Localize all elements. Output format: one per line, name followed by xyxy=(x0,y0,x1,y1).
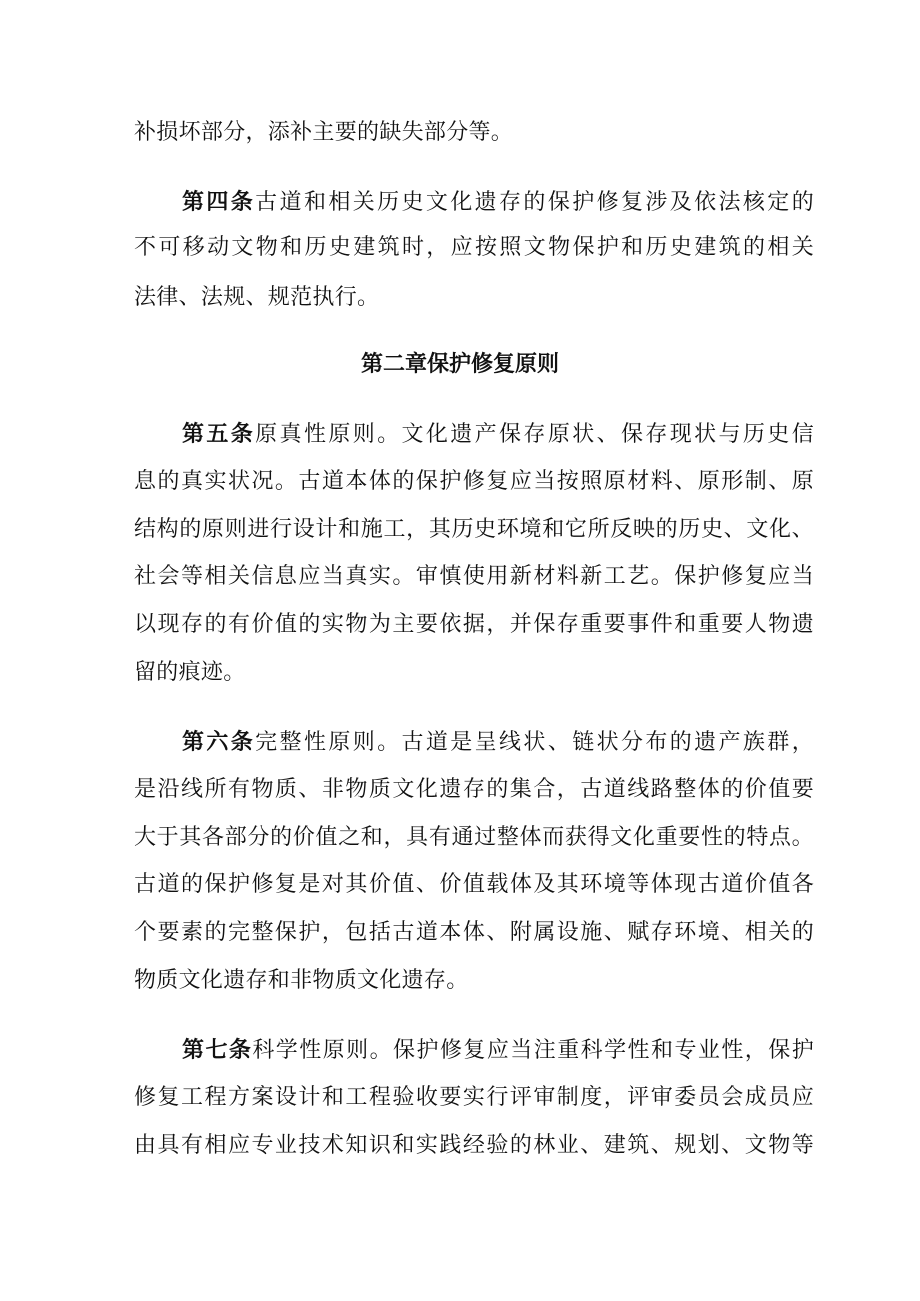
article-6-line-4: 古道的保护修复是对其价值、价值载体及其环境等体现古道价值各 xyxy=(134,872,814,897)
article-6-line-1 xyxy=(182,728,814,758)
article-5-label: 第五条 xyxy=(182,422,256,447)
article-5-line-6: 留的痕迹。 xyxy=(134,660,246,685)
article-5-line-3: 结构的原则进行设计和施工，其历史环境和它所反映的历史、文化、 xyxy=(134,517,814,542)
article-6-line-6: 物质文化遗存和非物质文化遗存。 xyxy=(134,968,469,993)
article-6-line-3: 大于其各部分的价值之和，具有通过整体而获得文化重要性的特点。 xyxy=(134,825,814,850)
article-6-label: 第六条 xyxy=(182,730,256,755)
article-6-line-5: 个要素的完整保护，包括古道本体、附属设施、赋存环境、相关的 xyxy=(134,920,814,945)
article-4-label: 第四条 xyxy=(182,190,256,215)
article-5-line-4: 社会等相关信息应当真实。审慎使用新材料新工艺。保护修复应当 xyxy=(134,564,814,589)
article-6-line-2: 是沿线所有物质、非物质文化遗存的集合，古道线路整体的价值要 xyxy=(134,777,814,802)
article-5-line-5: 以现存的有价值的实物为主要依据，并保存重要事件和重要人物遗 xyxy=(134,612,814,637)
article-7-line-3: 由具有相应专业技术知识和实践经验的林业、建筑、规划、文物等 xyxy=(134,1133,814,1158)
article-6-text-1: 完整性原则。古道是呈线状、链状分布的遗产族群， xyxy=(255,730,814,755)
intro-line: 补损坏部分，添补主要的缺失部分等。 xyxy=(134,120,514,145)
article-7-line-1 xyxy=(182,1036,814,1066)
article-7-text-1: 科学性原则。保护修复应当注重科学性和专业性，保护 xyxy=(252,1038,815,1063)
chapter-title: 第二章保护修复原则 xyxy=(360,352,559,377)
article-5-line-2: 息的真实状况。古道本体的保护修复应当按照原材料、原形制、原 xyxy=(134,469,814,494)
article-7-line-2: 修复工程方案设计和工程验收要实行评审制度，评审委员会成员应 xyxy=(134,1085,814,1110)
article-5-line-1 xyxy=(182,420,814,450)
article-7-label: 第七条 xyxy=(182,1038,253,1063)
article-4-line-3: 法律、法规、规范执行。 xyxy=(134,285,380,310)
article-4-line-1 xyxy=(182,188,814,218)
article-5-text-1: 原真性原则。文化遗产保存原状、保存现状与历史信 xyxy=(255,422,814,447)
article-4-line-2: 不可移动文物和历史建筑时，应按照文物保护和历史建筑的相关 xyxy=(134,235,814,260)
article-4-text-1: 古道和相关历史文化遗存的保护修复涉及依法核定的 xyxy=(255,190,814,215)
